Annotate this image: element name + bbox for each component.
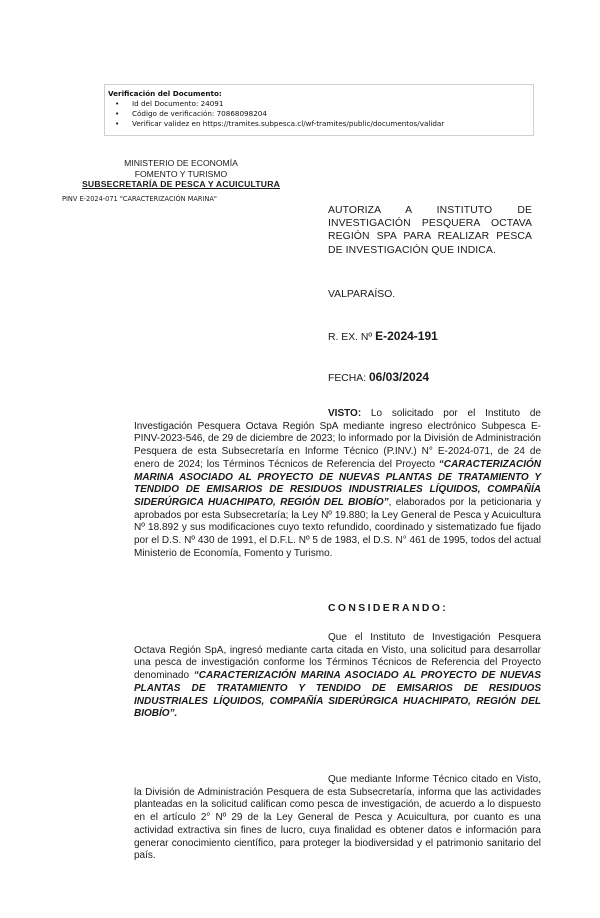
verification-code: • Código de verificación: 70868098204 xyxy=(132,109,533,119)
visto-paragraph xyxy=(134,408,541,560)
ministry-name: MINISTERIO DE ECONOMÍA xyxy=(124,158,238,168)
resolution-date xyxy=(328,370,429,384)
resolution-summary: AUTORIZA A INSTITUTO DE INVESTIGACIÓN PESQUERA OCTAVA REGIÓN SPA PARA REALIZAR PESCA DE INVESTIGACIÓN QUE INDICA. xyxy=(328,205,532,256)
date-value: 06/03/2024 xyxy=(369,370,430,384)
document-reference: PINV E-2024-071 "CARACTERIZACIÓN MARINA" xyxy=(62,195,217,203)
verification-title: Verificación del Documento: xyxy=(108,89,222,98)
verification-url[interactable]: • Verificar validez en https://tramites.subpesca.cl/wf-tramites/public/documentos/validar xyxy=(132,119,533,129)
document-id: • Id del Documento: 24091 xyxy=(132,99,533,109)
ministry-name-2: FOMENTO Y TURISMO xyxy=(134,168,228,179)
verification-list xyxy=(108,99,533,129)
resolution-label: R. EX. Nº xyxy=(328,332,373,343)
visto-text-1: Lo solicitado por el Instituto de Investigación Pesquera Octava Región SpA mediante ingreso electrónico Subpesca E-PINV-2023-546, de 29 de diciembre de 2023; lo informado por la División de Administración Pesquera de esta Subsecretaría en Informe Técnico (P.INV.) N° E-2024-071, de 24 de enero de 2024; los Términos Técnicos de Referencia del Proyecto xyxy=(134,408,541,470)
visto-label: VISTO: xyxy=(328,408,362,419)
resolution-number xyxy=(328,329,438,343)
considerando-paragraph-1 xyxy=(134,632,541,721)
date-label: FECHA: xyxy=(328,373,367,384)
considerando-1-project: “CARACTERIZACIÓN MARINA ASOCIADO AL PROYECTO DE NUEVAS PLANTAS DE TRATAMIENTO Y TENDIDO DE EMISARIOS DE RESIDUOS INDUSTRIALES LÍQUIDOS, COMPAÑÍA SIDERÚRGICA HUACHIPATO, REGIÓN DEL BIOBÍO”. xyxy=(134,670,541,720)
considerando-1-text: Que el Instituto de Investigación Pesquera Octava Región SpA, ingresó mediante carta citada en Visto, una solicitud para desarrollar una pesca de investigación conforme los Términos Técnicos de Referencia del Proyecto denominado xyxy=(134,632,541,682)
city: VALPARAÍSO. xyxy=(328,289,396,300)
resolution-value: E-2024-191 xyxy=(375,329,438,343)
ministry-header xyxy=(50,158,312,190)
considerando-heading: CONSIDERANDO: xyxy=(328,603,449,614)
verification-box xyxy=(104,84,534,136)
visto-text-2: , elaborados por la peticionaria y aprobados por esta Subsecretaría; la Ley Nº 19.880; la Ley General de Pesca y Acuicultura Nº 18.892 y sus modificaciones cuyo texto refundido, coordinado y sistematizado fue fijado por el D.S. Nº 430 de 1991, el D.F.L. Nº 5 de 1983, el D.S. N° 461 de 1995, todos del actual Ministerio de Economía, Fomento y Turismo. xyxy=(134,496,541,559)
subsecretaria-name: SUBSECRETARÍA DE PESCA Y ACUICULTURA xyxy=(81,179,281,189)
visto-project-title: “CARACTERIZACIÓN MARINA ASOCIADO AL PROYECTO DE NUEVAS PLANTAS DE TRATAMIENTO Y TENDIDO DE EMISARIOS DE RESIDUOS INDUSTRIALES LÍQUIDOS, COMPAÑÍA SIDERÚRGICA HUACHIPATO, REGIÓN DEL BIOBÍO” xyxy=(134,458,541,508)
considerando-paragraph-2: Que mediante Informe Técnico citado en Visto, la División de Administración Pesquera de esta Subsecretaría, informa que las actividades planteadas en la solicitud califican como pesca de investigación, de acuerdo a lo dispuesto en el artículo 2° Nº 29 de la Ley General de Pesca y Acuicultura, por cuanto es una actividad extractiva sin fines de lucro, cuya finalidad es obtener datos e información para generar conocimiento científico, para proteger la biodiversidad y el patrimonio sanitario del país. xyxy=(134,774,541,862)
